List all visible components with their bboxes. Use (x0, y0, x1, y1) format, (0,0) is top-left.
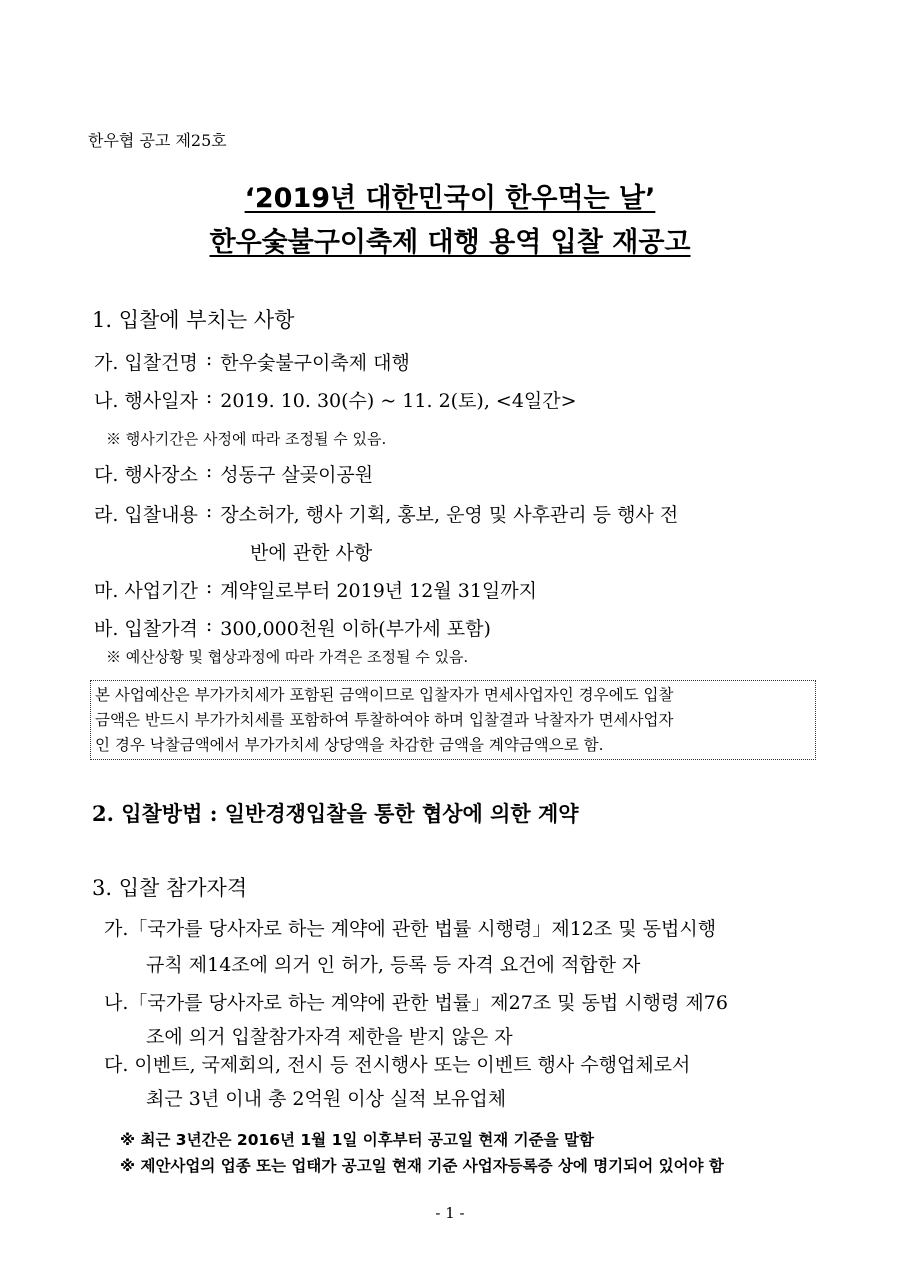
item-separator: : (205, 576, 213, 598)
item-separator: : (205, 348, 213, 370)
item-value: 2019. 10. 30(수) ~ 11. 2(토), <4일간> (220, 390, 577, 412)
page-number: - 1 - (435, 1204, 465, 1222)
item-event-date (94, 386, 577, 413)
vat-notice-line: 금액은 반드시 부가가치세를 포함하여 투찰하여야 하며 입찰결과 낙찰자가 면세사업자 (95, 711, 674, 729)
item-bid-content-cont: 반에 관한 사항 (250, 542, 373, 564)
item-label: 마. 사업기간 (94, 580, 198, 602)
item-label: 가. 입찰건명 (94, 352, 198, 374)
qualification-item: 가.「국가를 당사자로 하는 계약에 관한 법률 시행령」제12조 및 동법시행 (104, 918, 717, 940)
qualification-item-cont: 규칙 제14조에 의거 인 허가, 등록 등 자격 요건에 적합한 자 (146, 954, 641, 976)
item-value: 장소허가, 행사 기획, 홍보, 운영 및 사후관리 등 행사 전 (220, 504, 679, 526)
qualification-item: 나.「국가를 당사자로 하는 계약에 관한 법률」제27조 및 동법 시행령 제76 (104, 992, 728, 1014)
item-label: 라. 입찰내용 (94, 504, 198, 526)
note-business-registration: ※ 제안사업의 업종 또는 업태가 공고일 현재 기준 사업자등록증 상에 명기되어 있어야 함 (120, 1157, 724, 1175)
item-separator: : (205, 500, 213, 522)
qualification-item-cont: 조에 의거 입찰참가자격 제한을 받지 않은 자 (146, 1026, 513, 1048)
item-value: 300,000천원 이하(부가세 포함) (220, 618, 491, 640)
qualification-item-cont: 최근 3년 이내 총 2억원 이상 실적 보유업체 (146, 1088, 507, 1110)
section3-heading: 3. 입찰 참가자격 (92, 876, 248, 900)
note-period-definition: ※ 최근 3년간은 2016년 1월 1일 이후부터 공고일 현재 기준을 말함 (120, 1131, 594, 1149)
item-separator: : (205, 386, 213, 408)
item-label: 바. 입찰가격 (94, 618, 198, 640)
item-separator: : (205, 460, 213, 482)
item-value: 계약일로부터 2019년 12월 31일까지 (220, 580, 537, 602)
qualification-item: 다. 이벤트, 국제회의, 전시 등 전시행사 또는 이벤트 행사 수행업체로서 (104, 1054, 691, 1076)
item-bid-content (94, 500, 678, 527)
note-schedule: ※ 행사기간은 사정에 따라 조정될 수 있음. (106, 430, 387, 448)
section1-heading: 1. 입찰에 부치는 사항 (92, 308, 295, 332)
note-price: ※ 예산상황 및 협상과정에 따라 가격은 조정될 수 있음. (106, 648, 469, 666)
section2-heading: 2. 입찰방법 : 일반경쟁입찰을 통한 협상에 의한 계약 (92, 801, 579, 826)
item-label: 다. 행사장소 (94, 464, 198, 486)
item-project-period (94, 576, 537, 603)
item-bid-name (94, 348, 410, 375)
document-title-line2: 한우숯불구이축제 대행 용역 입찰 재공고 (209, 227, 691, 258)
vat-notice-line: 인 경우 낙찰금액에서 부가가치세 상당액을 차감한 금액을 계약금액으로 함. (95, 736, 604, 754)
vat-notice-box (90, 680, 816, 760)
item-separator: : (205, 614, 213, 636)
item-value: 한우숯불구이축제 대행 (220, 352, 410, 374)
document-title-line1: ‘2019년 대한민국이 한우먹는 날’ (244, 183, 656, 214)
item-value: 성동구 살곶이공원 (220, 464, 374, 486)
notice-number: 한우협 공고 제25호 (88, 131, 227, 150)
item-label: 나. 행사일자 (94, 390, 198, 412)
vat-notice-line: 본 사업예산은 부가가치세가 포함된 금액이므로 입찰자가 면세사업자인 경우에도 입찰 (95, 686, 674, 704)
item-event-venue (94, 460, 373, 487)
item-bid-price (94, 614, 491, 641)
